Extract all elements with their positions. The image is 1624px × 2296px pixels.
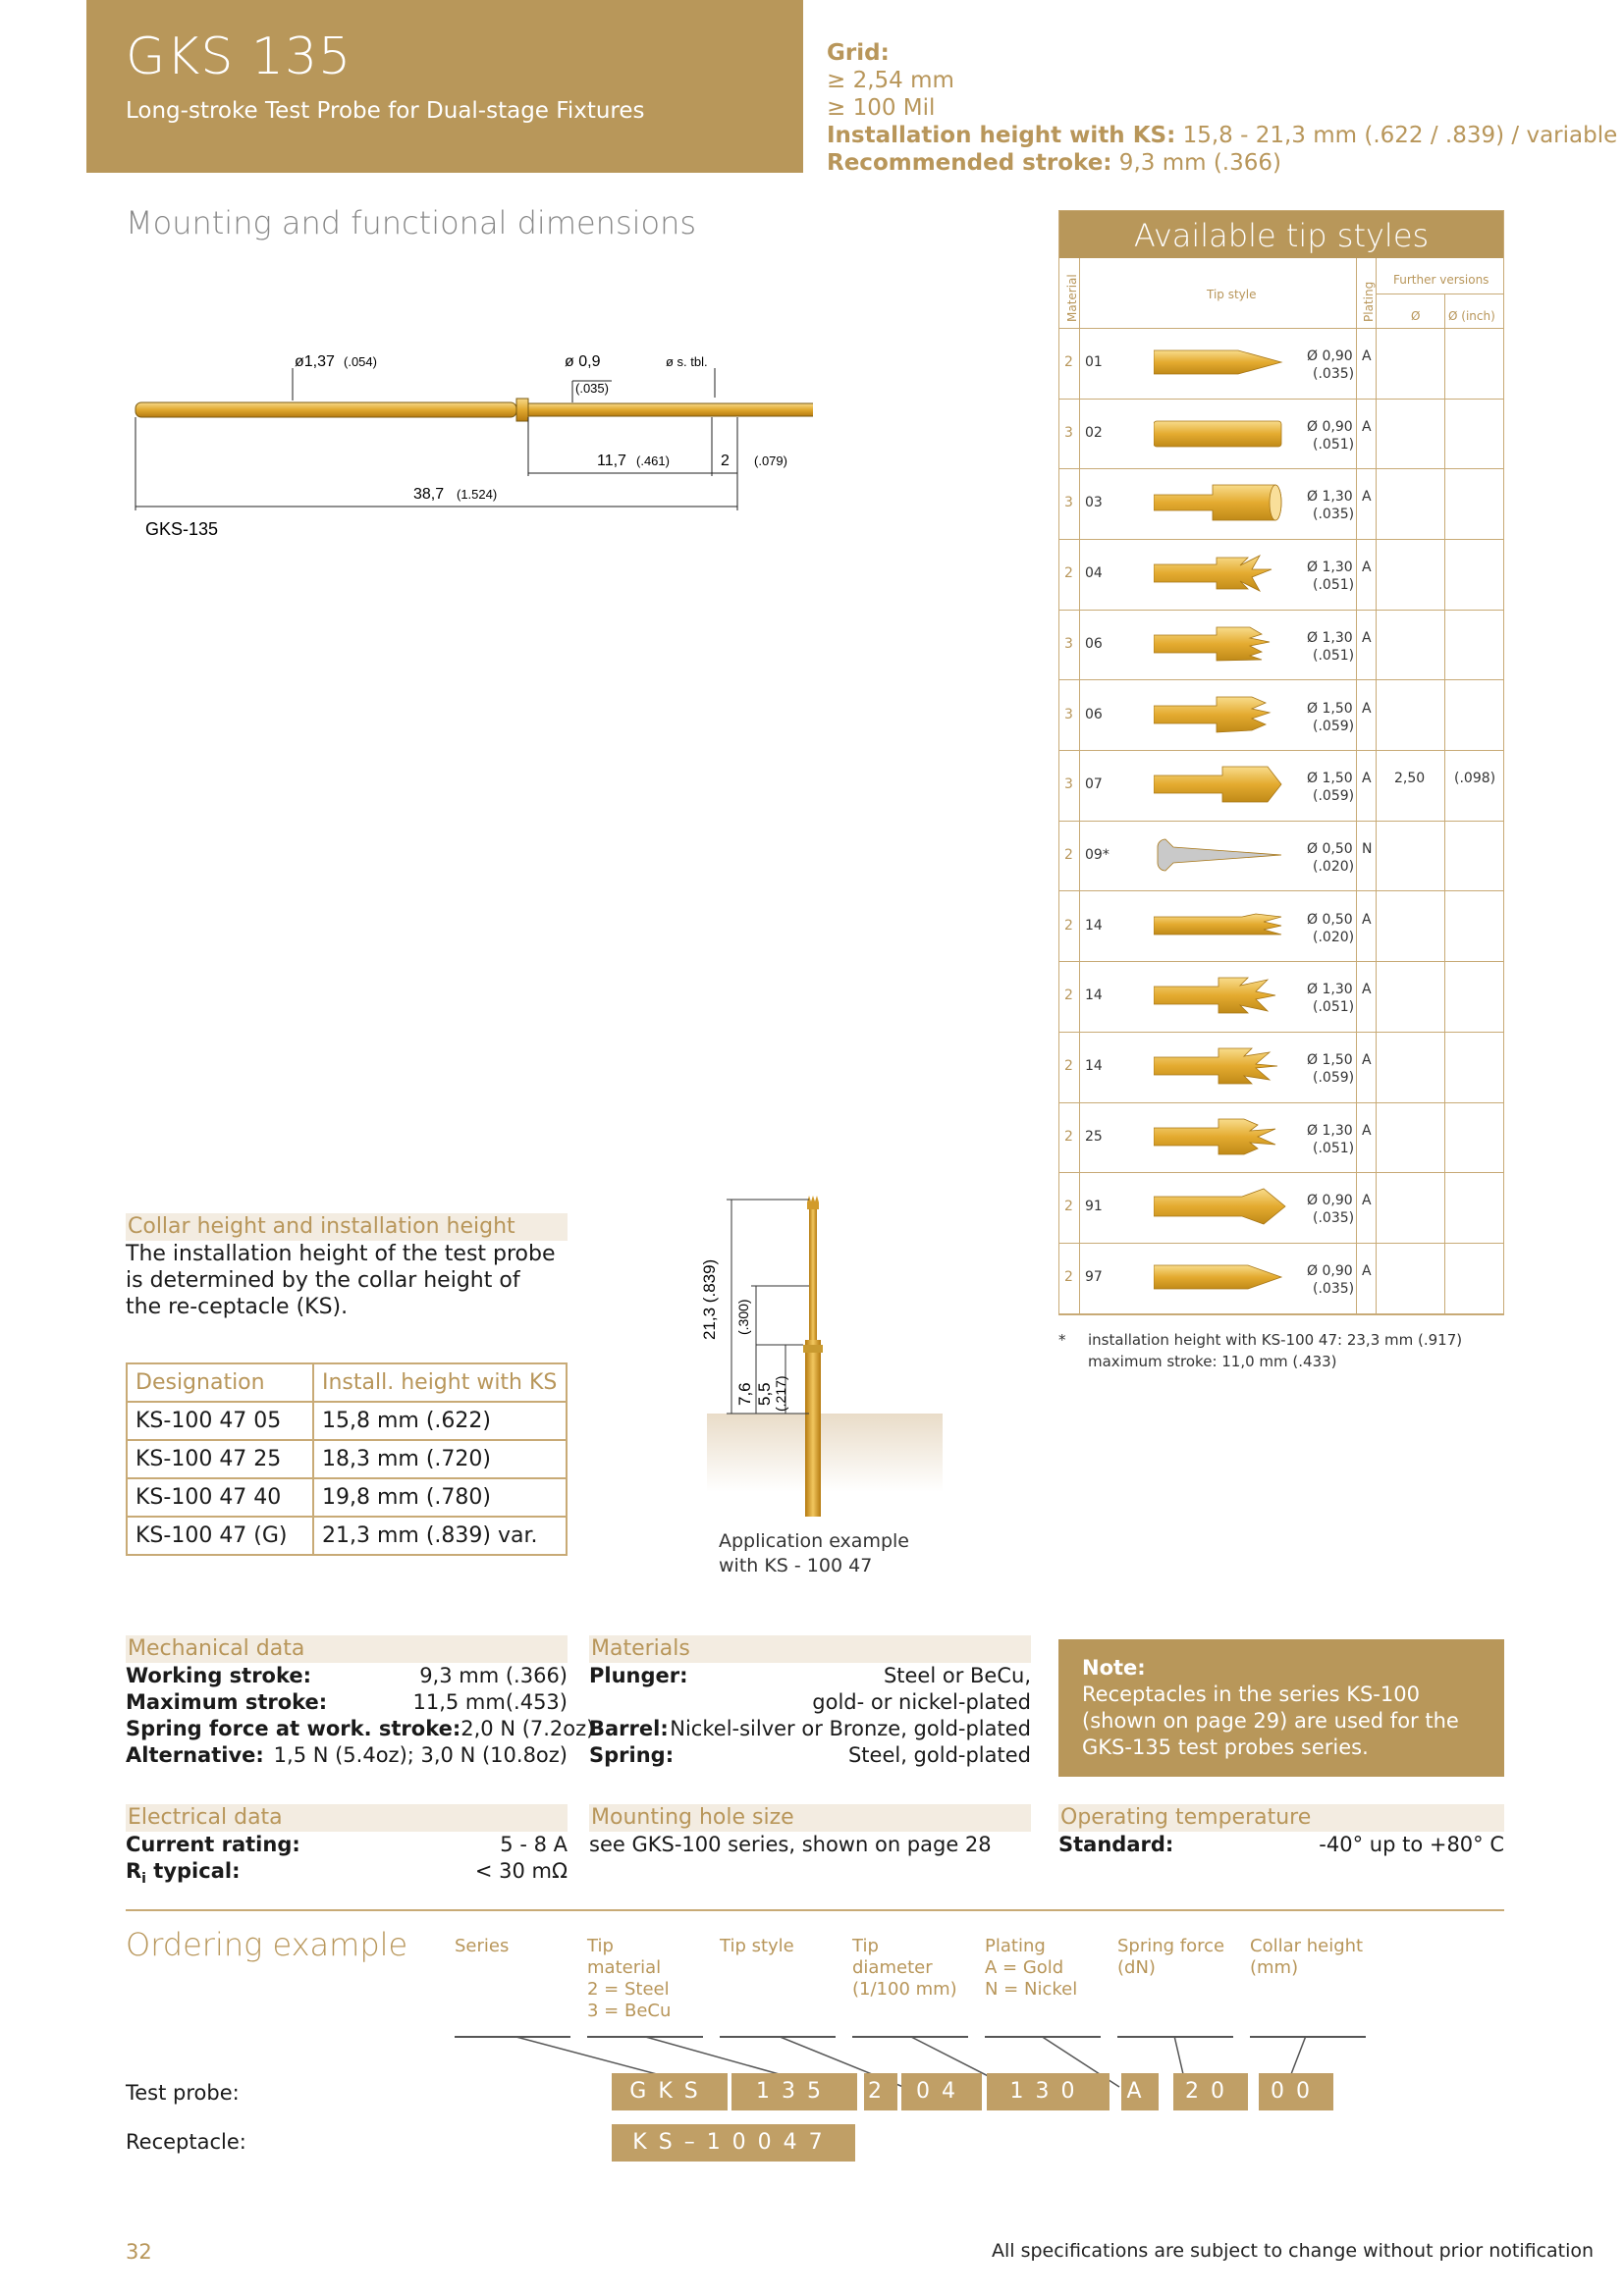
tip-styles-table xyxy=(1058,210,1504,1315)
install-height-table xyxy=(126,1362,568,1556)
install-value: 15,8 - 21,3 mm (.622 / .839) / variable xyxy=(1175,123,1618,148)
code-series: GKS xyxy=(612,2073,728,2110)
disclaimer: All specifications are subject to change without prior notification xyxy=(992,2240,1595,2262)
tip-row xyxy=(1059,892,1503,963)
tip-row xyxy=(1059,469,1503,540)
tip-material: 3 xyxy=(1064,635,1073,652)
tip-code: 09* xyxy=(1085,846,1110,863)
table-row: KS-100 47 25 18,3 mm (.720) xyxy=(127,1440,567,1478)
dim-l2: 2 xyxy=(721,453,730,469)
tip-plating: A xyxy=(1362,348,1372,364)
code-tip-style: 04 xyxy=(901,2073,982,2110)
tip-diameter-inch: (.035) xyxy=(1313,1281,1355,1298)
tip-material: 2 xyxy=(1064,1269,1073,1286)
code-collar-height: 00 xyxy=(1259,2073,1333,2110)
footnote-line-2: maximum stroke: 11,0 mm (.433) xyxy=(1088,1353,1337,1370)
electrical-data: Current rating: 5 - 8 A $R_i$ typical: < 30 mΩ xyxy=(126,1833,568,1888)
tip-plating: A xyxy=(1362,1052,1372,1068)
tip-diameter-inch: (.051) xyxy=(1313,999,1355,1016)
install-label: Installation height with KS: xyxy=(827,123,1176,148)
mechanical-data: Working stroke: 9,3 mm (.366) Maximum stroke: 11,5 mm(.453) Spring force at work. stroke: 2,0 N (7.2oz) Alternative: 1,5 N (5.4oz); 3,0 N (10.8oz) xyxy=(126,1664,595,1767)
stroke-label: Recommended stroke: xyxy=(827,150,1112,176)
application-caption: Application example with KS - 100 47 xyxy=(719,1530,909,1576)
tip-diameter: Ø 1,30 xyxy=(1307,560,1353,576)
page-title: GKS 135 xyxy=(126,27,352,86)
tip-row xyxy=(1059,540,1503,611)
app-dim-h5: (.217) xyxy=(773,1375,788,1412)
app-dim-h4: 5,5 xyxy=(755,1382,774,1406)
tip-code: 06 xyxy=(1085,635,1103,652)
dim-d2-inch: (.035) xyxy=(575,381,609,396)
tip-diameter: Ø 1,30 xyxy=(1307,489,1353,506)
ordering-title: Ordering example xyxy=(126,1926,408,1963)
model-label: GKS-135 xyxy=(145,519,219,539)
temperature-title: Operating temperature xyxy=(1058,1804,1504,1832)
test-probe-label: Test probe: xyxy=(126,2081,240,2105)
tip-plating: A xyxy=(1362,771,1372,787)
mounting-title: Mounting and functional dimensions xyxy=(126,204,697,241)
stroke-value: 9,3 mm (.366) xyxy=(1111,150,1281,176)
note-box xyxy=(1058,1639,1504,1777)
mounting-hole-text: see GKS-100 series, shown on page 28 xyxy=(589,1833,992,1856)
collar-title: Collar height and installation height xyxy=(126,1213,568,1241)
tip-row xyxy=(1059,962,1503,1033)
ord-collar-height: Collar height (mm) xyxy=(1250,1936,1364,1978)
tip-row xyxy=(1059,1103,1503,1174)
page-subtitle: Long-stroke Test Probe for Dual-stage Fixtures xyxy=(126,98,645,124)
tip-diameter: Ø 1,30 xyxy=(1307,1122,1353,1139)
dim-l1-inch: (.461) xyxy=(636,454,670,468)
table-row: KS-100 47 40 19,8 mm (.780) xyxy=(127,1478,567,1517)
tip-diameter: Ø 1,50 xyxy=(1307,771,1353,787)
tip-diameter-inch: (.035) xyxy=(1313,507,1355,523)
app-dim-h2: (.300) xyxy=(735,1299,751,1335)
tip-code: 01 xyxy=(1085,354,1103,370)
col-plating: Plating xyxy=(1362,281,1376,322)
tip-diameter-inch: (.020) xyxy=(1313,929,1355,945)
table-row: KS-100 47 (G) 21,3 mm (.839) var. xyxy=(127,1517,567,1555)
tip-plating: A xyxy=(1362,1263,1372,1280)
tip-diameter-inch: (.020) xyxy=(1313,858,1355,875)
tip-further-inch: (.098) xyxy=(1454,771,1496,787)
tip-code: 97 xyxy=(1085,1269,1103,1286)
materials-data: Plunger: Steel or BeCu, gold- or nickel-plated Barrel: Nickel-silver or Bronze, gold-plated Spring: Steel, gold-plated xyxy=(589,1664,1031,1767)
tip-code: 91 xyxy=(1085,1199,1103,1215)
tip-plating: A xyxy=(1362,911,1372,928)
tip-shape xyxy=(1154,1255,1291,1301)
receptacle-code: KS–10047 xyxy=(612,2124,855,2162)
electrical-title: Electrical data xyxy=(126,1804,568,1832)
table-row: KS-100 47 05 15,8 mm (.622) xyxy=(127,1402,567,1440)
tip-diameter-inch: (.035) xyxy=(1313,1210,1355,1227)
tip-plating: N xyxy=(1362,840,1373,857)
tip-plating: A xyxy=(1362,1122,1372,1139)
temperature-data: Standard: -40° up to +80° C xyxy=(1058,1833,1504,1856)
tip-diameter-inch: (.051) xyxy=(1313,1140,1355,1156)
tip-row xyxy=(1059,681,1503,752)
grid-value-mil: ≥ 100 Mil xyxy=(827,95,936,121)
dim-d3: ø s. tbl. xyxy=(666,354,708,369)
tip-table-title: Available tip styles xyxy=(1059,211,1503,258)
tip-shape xyxy=(1154,833,1291,879)
tip-code: 14 xyxy=(1085,1058,1103,1074)
ord-plating: Plating A = Gold N = Nickel xyxy=(985,1936,1078,2000)
footnote-mark: * xyxy=(1058,1331,1066,1349)
col-inch: Ø (inch) xyxy=(1448,309,1495,323)
receptacle-label: Receptacle: xyxy=(126,2130,246,2154)
tip-diameter: Ø 0,90 xyxy=(1307,1263,1353,1280)
tip-diameter-inch: (.059) xyxy=(1313,1070,1355,1086)
tip-shape xyxy=(1154,693,1291,738)
tip-material: 2 xyxy=(1064,846,1073,863)
tip-shape xyxy=(1154,411,1291,456)
tip-diameter: Ø 0,50 xyxy=(1307,840,1353,857)
tip-row xyxy=(1059,611,1503,681)
tip-shape xyxy=(1154,552,1291,597)
tip-diameter-inch: (.059) xyxy=(1313,788,1355,805)
code-series-number: 135 xyxy=(731,2073,857,2110)
tip-plating: A xyxy=(1362,1193,1372,1209)
tip-row xyxy=(1059,822,1503,892)
tip-row xyxy=(1059,1033,1503,1103)
tip-row xyxy=(1059,329,1503,400)
head-install: Install. height with KS xyxy=(313,1363,567,1402)
tip-diameter-inch: (.051) xyxy=(1313,577,1355,594)
code-plating: A xyxy=(1121,2073,1159,2110)
tip-code: 07 xyxy=(1085,776,1103,793)
tip-shape xyxy=(1154,904,1291,949)
app-dim-h1: 21,3 (.839) xyxy=(700,1258,719,1340)
ord-tip-material: Tip material 2 = Steel 3 = BeCu xyxy=(587,1936,672,2021)
app-dim-h3: 7,6 xyxy=(735,1382,754,1406)
tip-footnote xyxy=(1058,1329,1463,1370)
tip-code: 14 xyxy=(1085,988,1103,1004)
footnote-line-1: installation height with KS-100 47: 23,3 mm (.917) xyxy=(1088,1331,1463,1349)
ord-tip-style: Tip style xyxy=(720,1936,794,1956)
tip-diameter: Ø 1,30 xyxy=(1307,629,1353,646)
tip-diameter-inch: (.051) xyxy=(1313,647,1355,664)
tip-diameter: Ø 1,30 xyxy=(1307,982,1353,998)
tip-diameter: Ø 0,90 xyxy=(1307,418,1353,435)
probe-drawing xyxy=(126,344,813,550)
tip-plating: A xyxy=(1362,560,1372,576)
tip-row xyxy=(1059,1173,1503,1244)
tip-diameter-inch: (.051) xyxy=(1313,436,1355,453)
mounting-hole-title: Mounting hole size xyxy=(589,1804,1031,1832)
tip-code: 03 xyxy=(1085,495,1103,511)
code-tip-material: 2 xyxy=(864,2073,897,2110)
tip-material: 2 xyxy=(1064,1128,1073,1145)
application-drawing xyxy=(687,1188,943,1541)
tip-shape xyxy=(1154,763,1291,808)
tip-material: 2 xyxy=(1064,988,1073,1004)
tip-diameter-inch: (.059) xyxy=(1313,718,1355,734)
ord-tip-diameter: Tip diameter (1/100 mm) xyxy=(852,1936,957,2000)
tip-shape xyxy=(1154,481,1291,526)
tip-diameter: Ø 1,50 xyxy=(1307,1052,1353,1068)
note-title: Note: xyxy=(1082,1656,1146,1680)
tip-shape xyxy=(1154,1115,1291,1160)
tip-material: 2 xyxy=(1064,1199,1073,1215)
tip-shape xyxy=(1154,622,1291,667)
tip-material: 2 xyxy=(1064,354,1073,370)
tip-plating: A xyxy=(1362,489,1372,506)
ord-spring-force: Spring force (dN) xyxy=(1117,1936,1225,1978)
tip-diameter: Ø 0,90 xyxy=(1307,348,1353,364)
tip-shape xyxy=(1154,341,1291,386)
grid-label: Grid: xyxy=(827,40,890,66)
tip-diameter-inch: (.035) xyxy=(1313,366,1355,382)
head-designation: Designation xyxy=(127,1363,313,1402)
tip-material: 2 xyxy=(1064,565,1073,582)
col-further: Further versions xyxy=(1393,273,1489,287)
tip-code: 14 xyxy=(1085,917,1103,934)
dim-d1-inch: (.054) xyxy=(344,354,377,369)
tip-code: 02 xyxy=(1085,424,1103,441)
dim-l2-inch: (.079) xyxy=(754,454,787,468)
tip-plating: A xyxy=(1362,418,1372,435)
dim-l1: 11,7 xyxy=(597,453,626,469)
tip-diameter: Ø 1,50 xyxy=(1307,700,1353,717)
tip-diameter: Ø 0,50 xyxy=(1307,911,1353,928)
dim-l3: 38,7 xyxy=(413,486,445,503)
dim-d1: ø1,37 xyxy=(295,353,335,370)
spec-summary xyxy=(827,39,1617,177)
dim-l3-inch: (1.524) xyxy=(457,487,498,502)
page-number: 32 xyxy=(126,2240,152,2264)
materials-title: Materials xyxy=(589,1635,1031,1663)
tip-code: 04 xyxy=(1085,565,1103,582)
tip-material: 2 xyxy=(1064,1058,1073,1074)
tip-code: 25 xyxy=(1085,1128,1103,1145)
tip-material: 3 xyxy=(1064,706,1073,722)
col-material: Material xyxy=(1065,274,1079,322)
collar-text: The installation height of the test probe is determined by the collar height of the re-ceptacle (KS). xyxy=(126,1242,556,1319)
ordering-divider xyxy=(126,1909,1504,1911)
tip-material: 3 xyxy=(1064,776,1073,793)
tip-further-dia: 2,50 xyxy=(1394,771,1426,787)
grid-value-mm: ≥ 2,54 mm xyxy=(827,68,954,93)
tip-diameter: Ø 0,90 xyxy=(1307,1193,1353,1209)
tip-plating: A xyxy=(1362,700,1372,717)
note-text: Receptacles in the series KS-100 (shown on page 29) are used for the GKS-135 test probes series. xyxy=(1082,1682,1459,1759)
tip-shape xyxy=(1154,974,1291,1019)
tip-row xyxy=(1059,751,1503,822)
tip-material: 2 xyxy=(1064,917,1073,934)
tip-shape xyxy=(1154,1044,1291,1090)
tip-plating: A xyxy=(1362,629,1372,646)
tip-code: 06 xyxy=(1085,706,1103,722)
mechanical-title: Mechanical data xyxy=(126,1635,568,1663)
dim-d2: ø 0,9 xyxy=(565,353,601,370)
tip-plating: A xyxy=(1362,982,1372,998)
header-banner xyxy=(86,0,803,173)
code-spring-force: 20 xyxy=(1173,2073,1248,2110)
code-tip-diameter: 130 xyxy=(987,2073,1110,2110)
col-tip-style: Tip style xyxy=(1207,288,1257,301)
col-dia: Ø xyxy=(1411,309,1421,323)
ord-series: Series xyxy=(455,1936,510,1956)
tip-row xyxy=(1059,400,1503,470)
tip-material: 3 xyxy=(1064,424,1073,441)
tip-material: 3 xyxy=(1064,495,1073,511)
tip-shape xyxy=(1154,1185,1291,1230)
tip-row xyxy=(1059,1244,1503,1314)
